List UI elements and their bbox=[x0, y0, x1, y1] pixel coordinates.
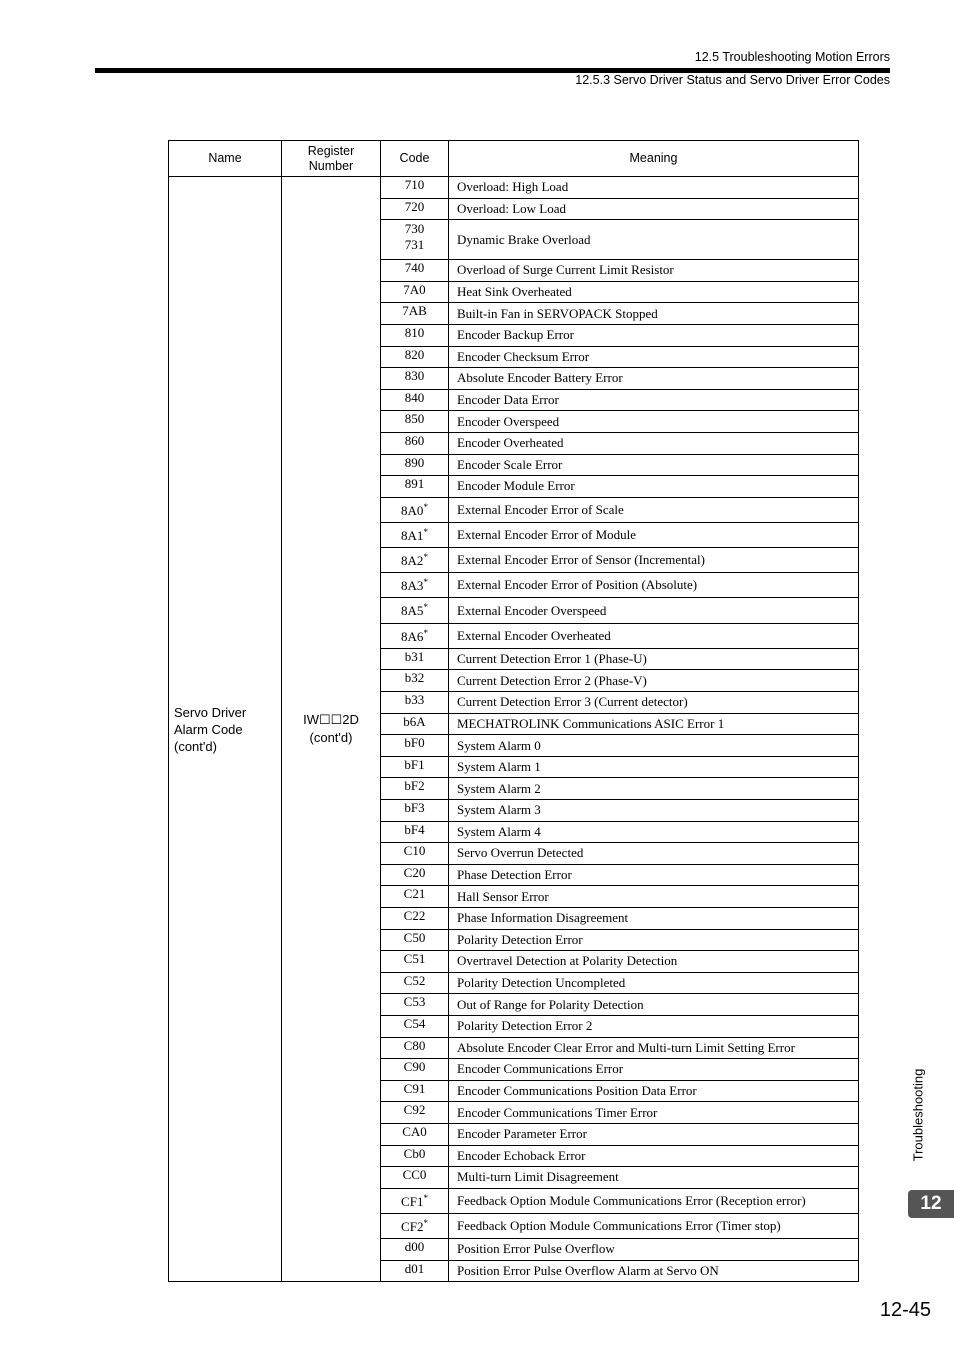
footnote-mark: * bbox=[423, 1217, 428, 1228]
code-cell bbox=[381, 1102, 449, 1124]
meaning-cell: MECHATROLINK Communications ASIC Error 1 bbox=[449, 713, 859, 735]
register-header-text: Register Number bbox=[307, 143, 355, 173]
code-cell bbox=[381, 1239, 449, 1261]
code-cell bbox=[381, 177, 449, 199]
code-cell bbox=[381, 1213, 449, 1238]
error-code: b33 bbox=[404, 692, 425, 708]
code-cell bbox=[381, 1123, 449, 1145]
code-cell bbox=[381, 389, 449, 411]
error-code: 8A2 bbox=[401, 553, 424, 569]
error-code: CF1 bbox=[401, 1193, 424, 1209]
name-cell-line: (cont'd) bbox=[174, 738, 217, 754]
meaning-cell: Position Error Pulse Overflow bbox=[449, 1239, 859, 1261]
meaning-cell: External Encoder Error of Position (Absolute) bbox=[449, 573, 859, 598]
code-cell bbox=[381, 281, 449, 303]
error-code: d00 bbox=[404, 1239, 425, 1255]
meaning-cell: Encoder Scale Error bbox=[449, 454, 859, 476]
footnote-mark: * bbox=[423, 577, 428, 588]
error-code: C80 bbox=[403, 1037, 426, 1053]
meaning-cell: System Alarm 3 bbox=[449, 800, 859, 822]
register-number-cell bbox=[282, 177, 381, 1282]
meaning-cell: Encoder Communications Error bbox=[449, 1059, 859, 1081]
code-cell bbox=[381, 713, 449, 735]
error-code: 7A0 bbox=[403, 281, 426, 297]
error-code: b31 bbox=[404, 648, 425, 664]
error-code: d01 bbox=[404, 1260, 425, 1276]
meaning-cell: Encoder Communications Position Data Error bbox=[449, 1080, 859, 1102]
code-cell bbox=[381, 692, 449, 714]
meaning-cell: Encoder Parameter Error bbox=[449, 1123, 859, 1145]
column-header-code: Code bbox=[381, 141, 449, 177]
meaning-cell: Overload: Low Load bbox=[449, 198, 859, 220]
meaning-cell: Encoder Backup Error bbox=[449, 324, 859, 346]
error-code: bF3 bbox=[404, 800, 425, 815]
meaning-cell: Absolute Encoder Battery Error bbox=[449, 368, 859, 390]
meaning-cell: Current Detection Error 1 (Phase-U) bbox=[449, 648, 859, 670]
header-section-title: 12.5 Troubleshooting Motion Errors bbox=[694, 50, 890, 64]
meaning-cell: Built-in Fan in SERVOPACK Stopped bbox=[449, 303, 859, 325]
footnote-mark: * bbox=[423, 526, 428, 537]
error-code: C21 bbox=[403, 886, 426, 902]
code-cell bbox=[381, 522, 449, 547]
meaning-cell: Overload: High Load bbox=[449, 177, 859, 199]
code-cell bbox=[381, 198, 449, 220]
meaning-cell: Encoder Data Error bbox=[449, 389, 859, 411]
meaning-cell: Heat Sink Overheated bbox=[449, 281, 859, 303]
error-code: C10 bbox=[403, 843, 426, 859]
code-cell bbox=[381, 476, 449, 498]
meaning-cell: Polarity Detection Uncompleted bbox=[449, 972, 859, 994]
error-code: C54 bbox=[403, 1015, 426, 1031]
meaning-cell: Feedback Option Module Communications Error (Reception error) bbox=[449, 1188, 859, 1213]
meaning-cell: Encoder Module Error bbox=[449, 476, 859, 498]
meaning-cell: Overtravel Detection at Polarity Detection bbox=[449, 951, 859, 973]
column-header-meaning: Meaning bbox=[449, 141, 859, 177]
error-code: 740 bbox=[404, 260, 425, 276]
chapter-tab: 12 bbox=[908, 1190, 954, 1218]
error-code: 8A5 bbox=[401, 603, 424, 619]
code-cell bbox=[381, 670, 449, 692]
code-cell bbox=[381, 1037, 449, 1059]
error-code: 7AB bbox=[402, 303, 427, 319]
error-code: 720 bbox=[404, 198, 425, 214]
name-cell-line: Servo Driver bbox=[174, 704, 247, 720]
error-code: C20 bbox=[403, 864, 426, 880]
meaning-cell: External Encoder Overheated bbox=[449, 623, 859, 648]
code-cell bbox=[381, 598, 449, 623]
error-code: CA0 bbox=[402, 1123, 427, 1139]
code-cell bbox=[381, 1080, 449, 1102]
table-header-row bbox=[169, 141, 859, 177]
code-cell bbox=[381, 432, 449, 454]
meaning-cell: Encoder Checksum Error bbox=[449, 346, 859, 368]
footnote-mark: * bbox=[423, 1192, 428, 1203]
code-cell bbox=[381, 907, 449, 929]
error-code: CC0 bbox=[402, 1167, 427, 1183]
error-code: C90 bbox=[403, 1059, 426, 1075]
error-code: bF1 bbox=[404, 756, 425, 772]
table-row bbox=[169, 177, 859, 199]
meaning-cell: Multi-turn Limit Disagreement bbox=[449, 1167, 859, 1189]
code-cell bbox=[381, 843, 449, 865]
meaning-cell: Encoder Echoback Error bbox=[449, 1145, 859, 1167]
error-code: C92 bbox=[403, 1102, 426, 1118]
name-cell-line: Alarm Code bbox=[174, 721, 243, 737]
error-code: 840 bbox=[404, 389, 425, 405]
meaning-cell: External Encoder Overspeed bbox=[449, 598, 859, 623]
code-cell bbox=[381, 623, 449, 648]
error-code: 8A0 bbox=[401, 502, 424, 518]
code-cell bbox=[381, 821, 449, 843]
code-cell bbox=[381, 303, 449, 325]
register-placeholder-boxes: ☐☐ bbox=[318, 712, 343, 728]
meaning-cell: System Alarm 4 bbox=[449, 821, 859, 843]
code-cell bbox=[381, 1260, 449, 1282]
error-code: bF0 bbox=[404, 735, 425, 751]
code-cell bbox=[381, 220, 449, 260]
code-cell bbox=[381, 972, 449, 994]
code-cell bbox=[381, 864, 449, 886]
column-header-register-number bbox=[282, 141, 381, 177]
meaning-cell: Overload of Surge Current Limit Resistor bbox=[449, 260, 859, 282]
code-cell bbox=[381, 800, 449, 822]
error-code: 810 bbox=[404, 324, 425, 340]
meaning-cell: Polarity Detection Error 2 bbox=[449, 1015, 859, 1037]
error-code: C51 bbox=[403, 951, 426, 967]
code-cell bbox=[381, 1059, 449, 1081]
code-cell bbox=[381, 756, 449, 778]
code-cell bbox=[381, 324, 449, 346]
code-cell bbox=[381, 951, 449, 973]
meaning-cell: Current Detection Error 3 (Current detector) bbox=[449, 692, 859, 714]
error-code: bF2 bbox=[404, 778, 425, 794]
meaning-cell: Encoder Communications Timer Error bbox=[449, 1102, 859, 1124]
footnote-mark: * bbox=[423, 627, 428, 638]
code-cell bbox=[381, 648, 449, 670]
meaning-cell: Phase Information Disagreement bbox=[449, 907, 859, 929]
meaning-cell: Encoder Overheated bbox=[449, 432, 859, 454]
error-code: CF2 bbox=[401, 1218, 424, 1234]
error-code: C91 bbox=[403, 1080, 426, 1096]
error-code: b6A bbox=[403, 713, 426, 729]
meaning-cell: Feedback Option Module Communications Error (Timer stop) bbox=[449, 1213, 859, 1238]
error-code-table bbox=[168, 140, 859, 1282]
meaning-cell: Position Error Pulse Overflow Alarm at Servo ON bbox=[449, 1260, 859, 1282]
code-cell bbox=[381, 1188, 449, 1213]
code-cell bbox=[381, 1015, 449, 1037]
error-code: 860 bbox=[404, 432, 425, 448]
code-cell bbox=[381, 368, 449, 390]
code-cell bbox=[381, 1167, 449, 1189]
error-code: bF4 bbox=[404, 821, 425, 837]
meaning-cell: Out of Range for Polarity Detection bbox=[449, 994, 859, 1016]
error-code: C22 bbox=[403, 907, 426, 923]
name-cell bbox=[169, 177, 282, 1282]
error-code: 891 bbox=[404, 476, 425, 492]
error-code: C52 bbox=[403, 972, 426, 988]
code-cell bbox=[381, 573, 449, 598]
error-code: 890 bbox=[404, 454, 425, 470]
error-code: 820 bbox=[404, 346, 425, 362]
code-cell bbox=[381, 548, 449, 573]
register-note: (cont'd) bbox=[309, 730, 353, 746]
meaning-cell: Dynamic Brake Overload bbox=[449, 220, 859, 260]
error-code: 710 bbox=[404, 177, 425, 192]
meaning-cell: External Encoder Error of Scale bbox=[449, 497, 859, 522]
meaning-cell: Phase Detection Error bbox=[449, 864, 859, 886]
page-number: 12-45 bbox=[879, 1299, 931, 1321]
meaning-cell: Hall Sensor Error bbox=[449, 886, 859, 908]
code-cell bbox=[381, 454, 449, 476]
column-header-name: Name bbox=[169, 141, 282, 177]
side-tab-label: Troubleshooting bbox=[910, 1068, 926, 1162]
error-code: 8A3 bbox=[401, 578, 424, 594]
meaning-cell: Encoder Overspeed bbox=[449, 411, 859, 433]
meaning-cell: System Alarm 1 bbox=[449, 756, 859, 778]
error-code-secondary: 731 bbox=[404, 237, 425, 253]
footnote-mark: * bbox=[423, 501, 428, 512]
meaning-cell: External Encoder Error of Sensor (Incremental) bbox=[449, 548, 859, 573]
code-cell bbox=[381, 886, 449, 908]
code-cell bbox=[381, 497, 449, 522]
meaning-cell: Servo Overrun Detected bbox=[449, 843, 859, 865]
error-code: 8A6 bbox=[401, 628, 424, 644]
code-cell bbox=[381, 735, 449, 757]
code-cell bbox=[381, 1145, 449, 1167]
code-cell bbox=[381, 929, 449, 951]
code-cell bbox=[381, 994, 449, 1016]
error-code: 850 bbox=[404, 411, 425, 427]
error-code: b32 bbox=[404, 670, 425, 686]
meaning-cell: Absolute Encoder Clear Error and Multi-turn Limit Setting Error bbox=[449, 1037, 859, 1059]
meaning-cell: Polarity Detection Error bbox=[449, 929, 859, 951]
code-cell bbox=[381, 778, 449, 800]
error-code: 8A1 bbox=[401, 527, 424, 543]
error-code: C50 bbox=[403, 929, 426, 945]
footnote-mark: * bbox=[423, 602, 428, 613]
register-suffix: 2D bbox=[342, 712, 359, 728]
error-code: Cb0 bbox=[403, 1145, 426, 1161]
code-cell bbox=[381, 260, 449, 282]
code-cell bbox=[381, 411, 449, 433]
meaning-cell: Current Detection Error 2 (Phase-V) bbox=[449, 670, 859, 692]
error-code: 730 bbox=[404, 221, 425, 237]
footnote-mark: * bbox=[423, 552, 428, 563]
meaning-cell: System Alarm 0 bbox=[449, 735, 859, 757]
meaning-cell: System Alarm 2 bbox=[449, 778, 859, 800]
register-prefix: IW bbox=[303, 712, 319, 728]
error-code: C53 bbox=[403, 994, 426, 1010]
register-number-value bbox=[303, 712, 359, 727]
header-subsection-title: 12.5.3 Servo Driver Status and Servo Driver Error Codes bbox=[575, 73, 890, 87]
error-code: 830 bbox=[404, 368, 425, 384]
code-cell bbox=[381, 346, 449, 368]
meaning-cell: External Encoder Error of Module bbox=[449, 522, 859, 547]
